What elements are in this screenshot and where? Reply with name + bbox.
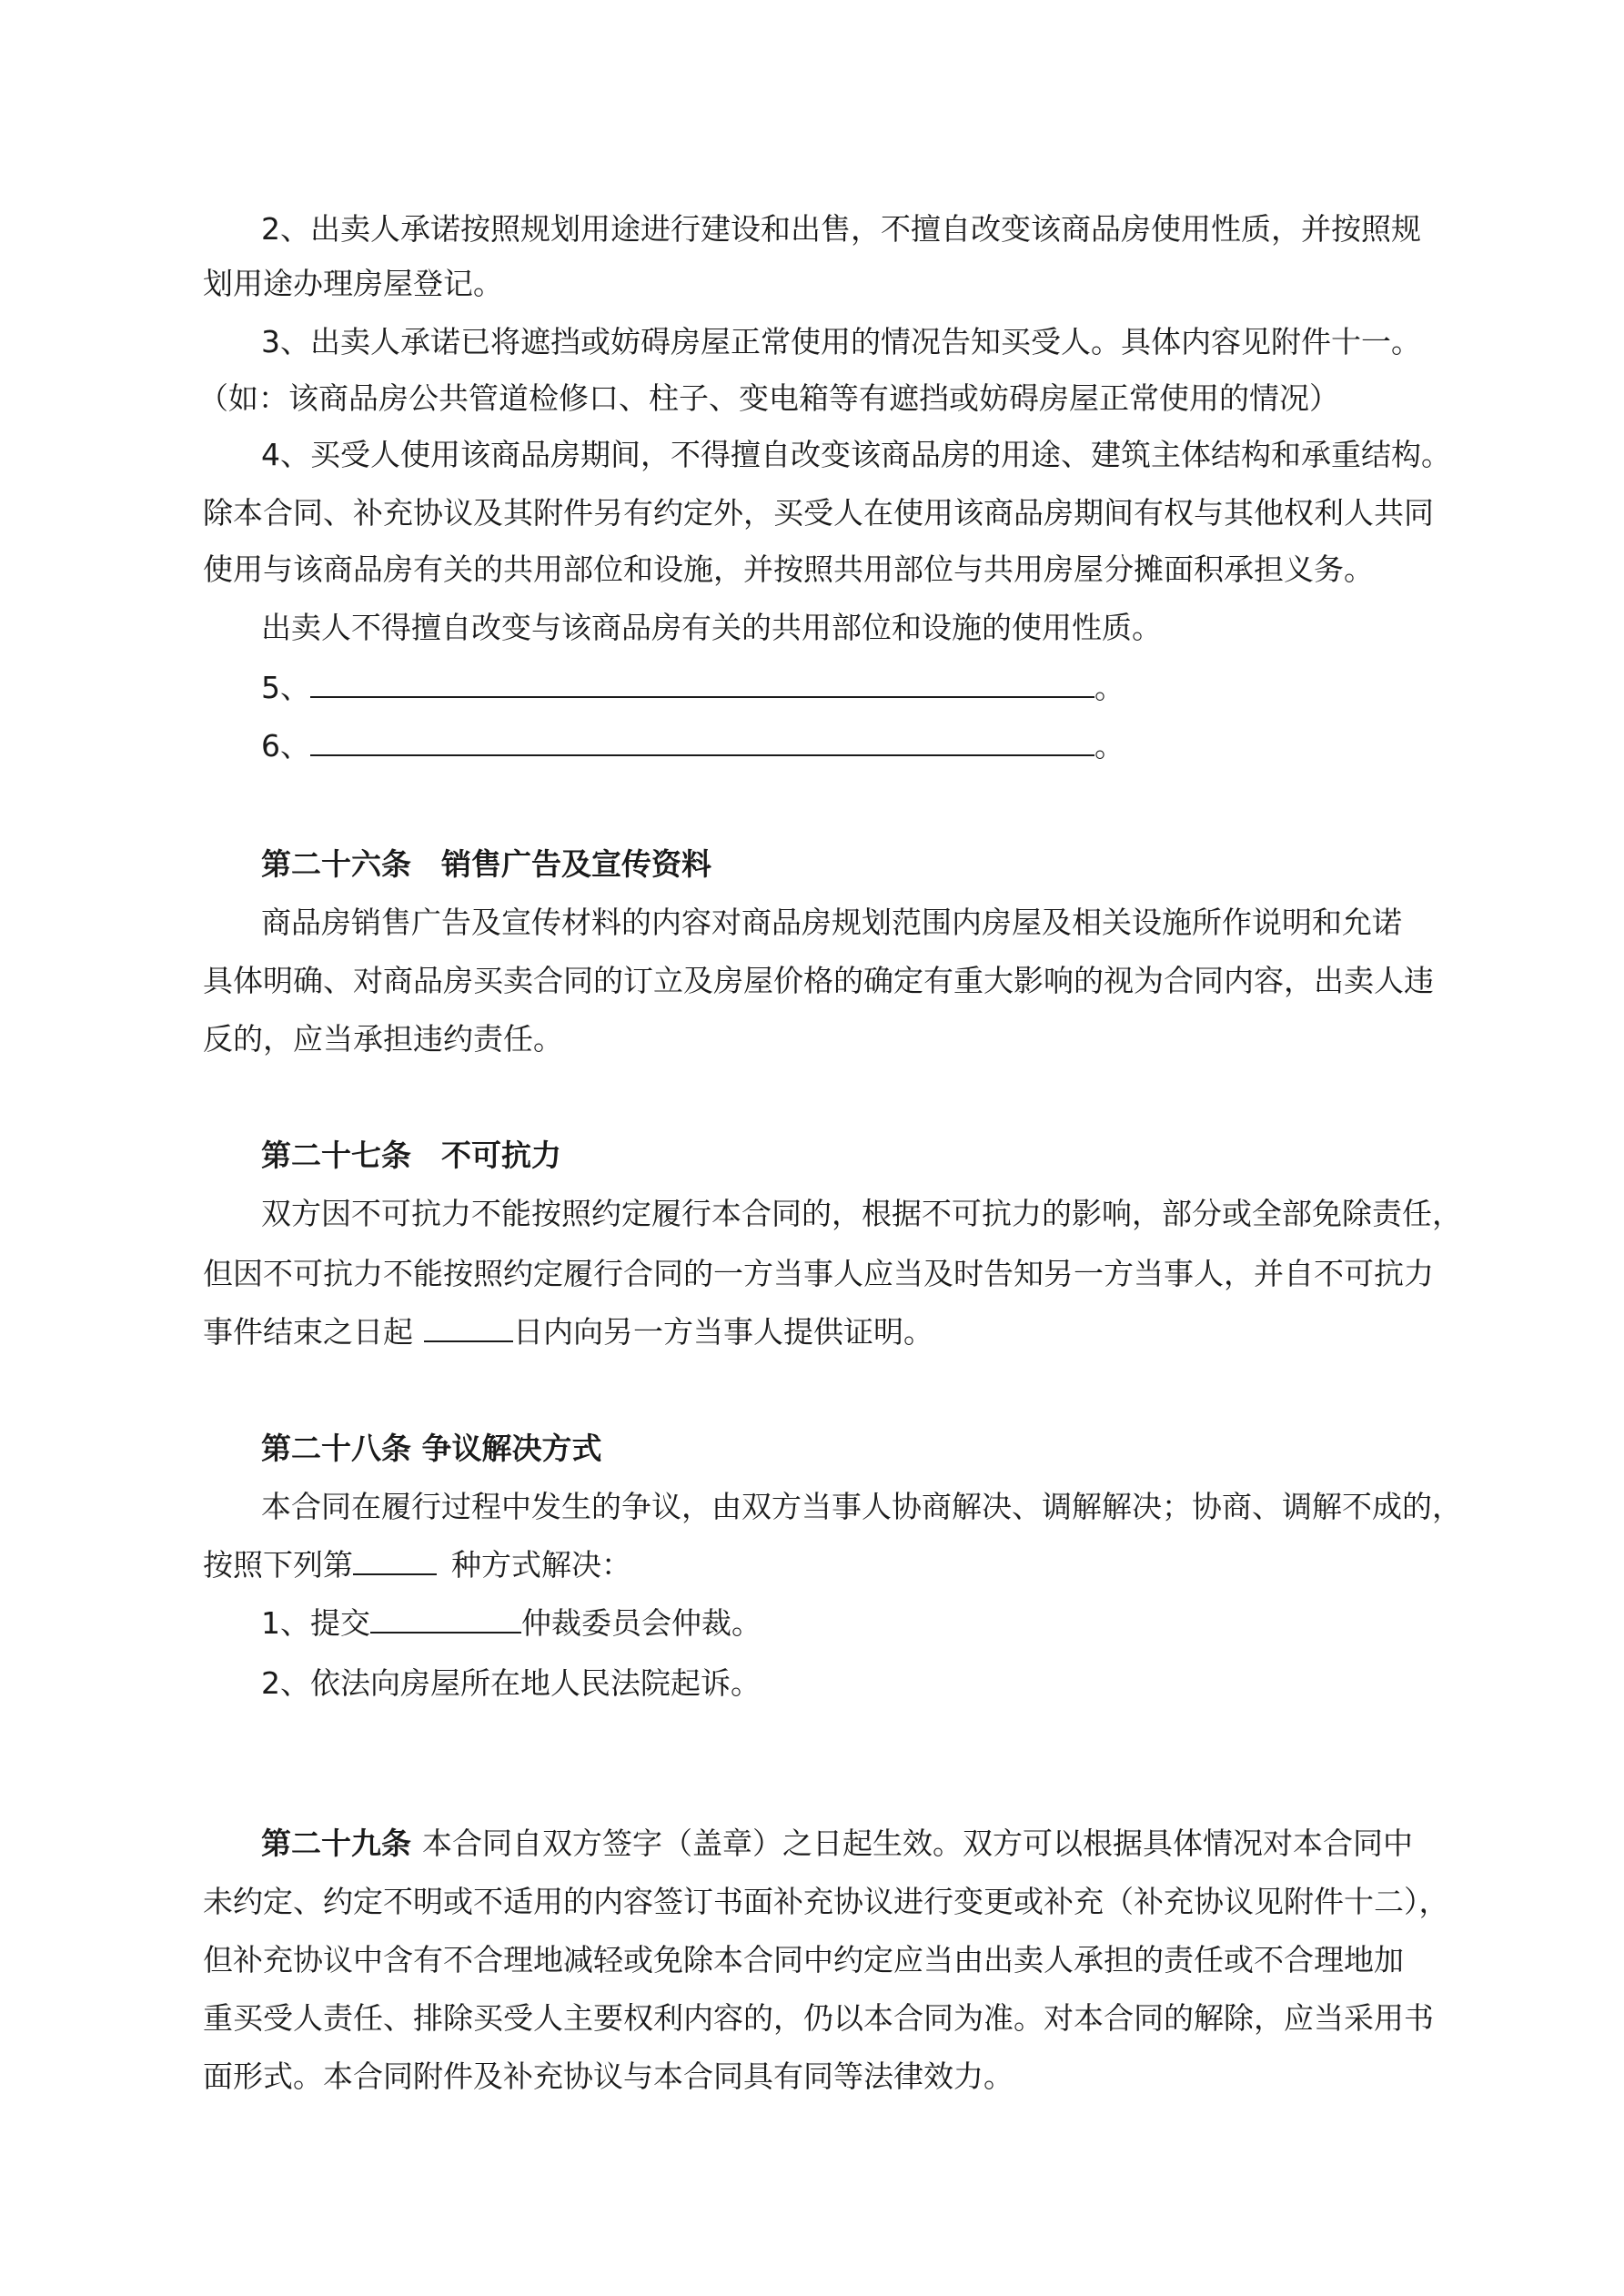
article-29-line-1-rest: 本合同自双方签字（盖章）之日起生效。双方可以根据具体情况对本合同中 <box>422 1826 1413 1861</box>
article-29-line-5: 面形式。本合同附件及补充协议与本合同具有同等法律效力。 <box>203 2058 1014 2094</box>
article-28-heading: 第二十八条 争议解决方式 <box>261 1431 602 1466</box>
article-27-heading: 第二十七条 不可抗力 <box>261 1138 561 1173</box>
clause-4-line-3: 使用与该商品房有关的共用部位和设施，并按照共用部位与共用房屋分摊面积承担义务。 <box>203 551 1374 587</box>
clause-6-item <box>261 728 1125 764</box>
article-27-line-3-post: 日内向另一方当事人提供证明。 <box>513 1314 933 1350</box>
article-26-line-1: 商品房销售广告及宣传材料的内容对商品房规划范围内房屋及相关设施所作说明和允诺 <box>261 905 1402 940</box>
article-27-line-3-pre: 事件结束之日起 <box>203 1314 413 1350</box>
clause-3-line-1: 3、出卖人承诺已将遮挡或妨碍房屋正常使用的情况告知买受人。具体内容见附件十一。 <box>261 324 1421 359</box>
clause-3-line-2: （如：该商品房公共管道检修口、柱子、变电箱等有遮挡或妨碍房屋正常使用的情况） <box>198 380 1339 416</box>
article-28-line-1: 本合同在履行过程中发生的争议，由双方当事人协商解决、调解解决；协商、调解不成的， <box>261 1489 1462 1524</box>
clause-5-blank <box>310 671 1094 698</box>
article-28-arbitration-blank <box>370 1606 521 1633</box>
clause-4b-line-1: 出卖人不得擅自改变与该商品房有关的共用部位和设施的使用性质。 <box>261 610 1162 645</box>
article-28-option-2: 2、依法向房屋所在地人民法院起诉。 <box>261 1665 761 1701</box>
article-26-heading: 第二十六条 销售广告及宣传资料 <box>261 846 711 882</box>
article-29-line-2: 未约定、约定不明或不适用的内容签订书面补充协议进行变更或补充（补充协议见附件十二）， <box>203 1884 1449 1919</box>
article-27-line-1: 双方因不可抗力不能按照约定履行本合同的，根据不可抗力的影响，部分或全部免除责任， <box>261 1196 1462 1231</box>
clause-6-blank <box>310 729 1094 756</box>
article-28-option-1-pre: 1、提交 <box>261 1605 370 1641</box>
article-27-line-2: 但因不可抗力不能按照约定履行合同的一方当事人应当及时告知另一方当事人，并自不可抗力 <box>203 1256 1434 1291</box>
article-29-line-1 <box>261 1826 1413 1862</box>
article-28-line-2-pre: 按照下列第 <box>203 1547 353 1583</box>
article-28-line-2-post: 种方式解决： <box>451 1547 631 1583</box>
clause-5-end: 。 <box>1094 670 1125 705</box>
article-27-days-blank <box>424 1315 513 1342</box>
clause-5-number: 5、 <box>261 670 310 705</box>
article-28-method-blank <box>353 1548 437 1575</box>
clause-6-end: 。 <box>1094 728 1125 764</box>
article-29-heading: 第二十九条 <box>261 1826 411 1861</box>
article-28-option-1 <box>261 1605 762 1642</box>
article-28-option-1-post: 仲裁委员会仲裁。 <box>521 1605 762 1641</box>
clause-2-line-1: 2、出卖人承诺按照规划用途进行建设和出售，不擅自改变该商品房使用性质，并按照规 <box>261 211 1421 247</box>
article-27-line-3 <box>203 1314 933 1350</box>
article-28-line-2 <box>203 1547 631 1583</box>
article-26-line-3: 反的，应当承担违约责任。 <box>203 1021 563 1057</box>
article-29-line-3: 但补充协议中含有不合理地减轻或免除本合同中约定应当由出卖人承担的责任或不合理地加 <box>203 1942 1404 1977</box>
article-26-line-2: 具体明确、对商品房买卖合同的订立及房屋价格的确定有重大影响的视为合同内容，出卖人违 <box>203 963 1434 998</box>
clause-2-line-2: 划用途办理房屋登记。 <box>203 266 503 301</box>
clause-4-line-1: 4、买受人使用该商品房期间，不得擅自改变该商品房的用途、建筑主体结构和承重结构。 <box>261 437 1451 472</box>
article-29-line-4: 重买受人责任、排除买受人主要权利内容的，仍以本合同为准。对本合同的解除，应当采用书 <box>203 2000 1434 2036</box>
clause-4-line-2: 除本合同、补充协议及其附件另有约定外，买受人在使用该商品房期间有权与其他权利人共同 <box>203 495 1434 531</box>
clause-6-number: 6、 <box>261 728 310 764</box>
clause-5-item <box>261 670 1125 706</box>
